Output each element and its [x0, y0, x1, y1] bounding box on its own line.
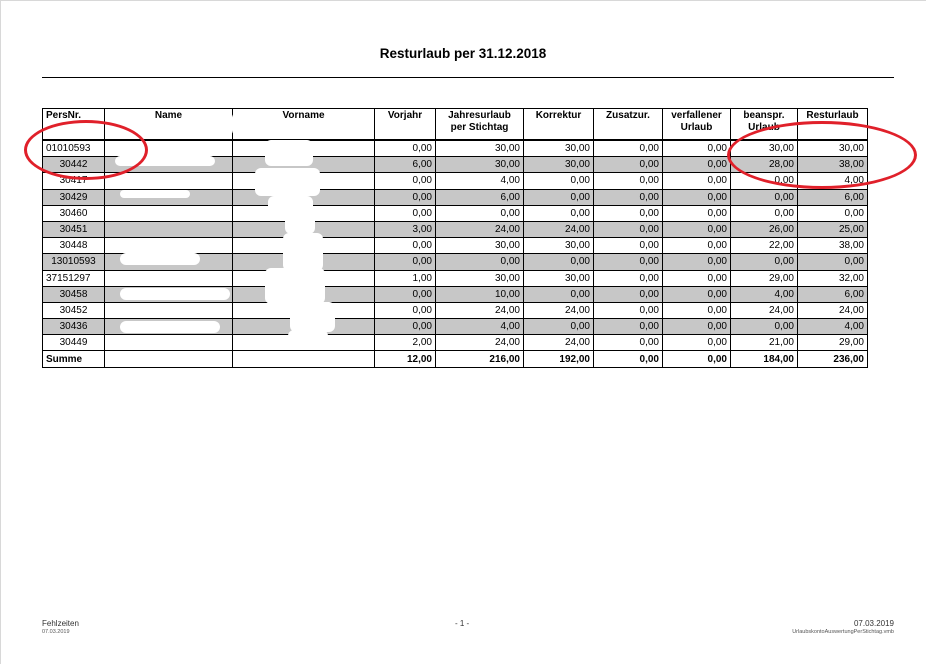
cell-korrektur: 24,00 — [524, 302, 594, 318]
table-row — [43, 335, 868, 351]
redaction-mark — [120, 288, 230, 300]
cell-beanspr: 4,00 — [731, 286, 798, 302]
cell-verfallen: 0,00 — [663, 254, 731, 270]
footer-left-date: 07.03.2019 — [42, 629, 70, 635]
cell-beanspr: 22,00 — [731, 238, 798, 254]
table-row — [43, 173, 868, 189]
cell-vorjahr: 0,00 — [375, 319, 436, 335]
cell-zusatz: 0,00 — [594, 335, 663, 351]
summary-row — [43, 351, 868, 367]
table-row — [43, 270, 868, 286]
cell-jahresurlaub: 0,00 — [436, 254, 524, 270]
cell-persnr: 30460 — [43, 205, 105, 221]
column-header: beanspr. Urlaub — [731, 109, 798, 141]
column-header: Vorname — [233, 109, 375, 141]
cell-beanspr: 0,00 — [731, 254, 798, 270]
redaction-mark — [288, 330, 328, 350]
cell-vorjahr: 0,00 — [375, 254, 436, 270]
cell-zusatz: 0,00 — [594, 319, 663, 335]
cell-beanspr: 29,00 — [731, 270, 798, 286]
cell-beanspr: 24,00 — [731, 302, 798, 318]
cell-jahresurlaub: 10,00 — [436, 286, 524, 302]
summary-label: Summe — [43, 351, 105, 367]
cell-verfallen: 0,00 — [663, 189, 731, 205]
cell-jahresurlaub: 24,00 — [436, 335, 524, 351]
cell-zusatz: 0,00 — [594, 140, 663, 157]
summary-verfallen: 0,00 — [663, 351, 731, 367]
cell-rest: 29,00 — [798, 335, 868, 351]
redaction-mark — [265, 268, 325, 304]
cell-jahresurlaub: 6,00 — [436, 189, 524, 205]
cell-vorjahr: 0,00 — [375, 173, 436, 189]
cell-jahresurlaub: 30,00 — [436, 140, 524, 157]
cell-korrektur: 24,00 — [524, 335, 594, 351]
cell-korrektur: 30,00 — [524, 140, 594, 157]
table-row — [43, 238, 868, 254]
header-rule — [42, 77, 894, 78]
cell-name — [105, 238, 233, 254]
cell-rest: 32,00 — [798, 270, 868, 286]
redaction-mark — [255, 168, 320, 196]
cell-persnr: 30452 — [43, 302, 105, 318]
cell-korrektur: 0,00 — [524, 319, 594, 335]
redaction-mark — [290, 302, 335, 332]
cell-rest: 6,00 — [798, 286, 868, 302]
cell-beanspr: 0,00 — [731, 173, 798, 189]
redaction-mark — [268, 196, 313, 216]
cell-verfallen: 0,00 — [663, 173, 731, 189]
cell-zusatz: 0,00 — [594, 238, 663, 254]
cell-zusatz: 0,00 — [594, 157, 663, 173]
cell-rest: 24,00 — [798, 302, 868, 318]
cell-persnr: 13010593 — [43, 254, 105, 270]
cell-beanspr: 0,00 — [731, 189, 798, 205]
redaction-mark — [232, 112, 270, 136]
cell-jahresurlaub: 24,00 — [436, 302, 524, 318]
summary-empty — [105, 351, 233, 367]
column-header: Name — [105, 109, 233, 141]
redaction-mark — [283, 233, 323, 271]
footer-right-date: 07.03.2019 — [853, 619, 894, 628]
cell-persnr: 30429 — [43, 189, 105, 205]
summary-zusatz: 0,00 — [594, 351, 663, 367]
cell-korrektur: 0,00 — [524, 205, 594, 221]
cell-beanspr: 0,00 — [731, 319, 798, 335]
cell-jahresurlaub: 30,00 — [436, 270, 524, 286]
cell-zusatz: 0,00 — [594, 221, 663, 237]
cell-beanspr: 0,00 — [731, 205, 798, 221]
cell-vorjahr: 0,00 — [375, 238, 436, 254]
cell-verfallen: 0,00 — [663, 319, 731, 335]
column-header: PersNr. — [43, 109, 105, 141]
cell-persnr: 30451 — [43, 221, 105, 237]
cell-name — [105, 270, 233, 286]
cell-korrektur: 0,00 — [524, 173, 594, 189]
cell-verfallen: 0,00 — [663, 140, 731, 157]
cell-zusatz: 0,00 — [594, 173, 663, 189]
redaction-mark — [120, 321, 220, 333]
cell-name — [105, 221, 233, 237]
cell-beanspr: 30,00 — [731, 140, 798, 157]
cell-persnr: 30442 — [43, 157, 105, 173]
cell-verfallen: 0,00 — [663, 286, 731, 302]
cell-zusatz: 0,00 — [594, 286, 663, 302]
cell-jahresurlaub: 30,00 — [436, 238, 524, 254]
cell-persnr: 30417 — [43, 173, 105, 189]
cell-jahresurlaub: 30,00 — [436, 157, 524, 173]
redaction-mark — [285, 214, 315, 234]
cell-verfallen: 0,00 — [663, 157, 731, 173]
cell-rest: 4,00 — [798, 173, 868, 189]
column-header: Vorjahr — [375, 109, 436, 141]
cell-persnr: 30458 — [43, 286, 105, 302]
highlight-circle — [24, 120, 148, 180]
cell-zusatz: 0,00 — [594, 302, 663, 318]
cell-jahresurlaub: 4,00 — [436, 173, 524, 189]
cell-vorjahr: 0,00 — [375, 140, 436, 157]
page-edge — [0, 0, 1, 664]
cell-rest: 6,00 — [798, 189, 868, 205]
cell-vorjahr: 6,00 — [375, 157, 436, 173]
table-row — [43, 221, 868, 237]
cell-persnr: 37151297 — [43, 270, 105, 286]
redaction-mark — [120, 304, 180, 314]
cell-persnr: 01010593 — [43, 140, 105, 157]
cell-beanspr: 28,00 — [731, 157, 798, 173]
column-header: Resturlaub — [798, 109, 868, 141]
cell-rest: 30,00 — [798, 140, 868, 157]
footer-page-number: - 1 - — [455, 619, 470, 628]
cell-zusatz: 0,00 — [594, 254, 663, 270]
redaction-mark — [120, 253, 200, 265]
redaction-mark — [120, 190, 190, 198]
cell-persnr: 30436 — [43, 319, 105, 335]
cell-korrektur: 0,00 — [524, 189, 594, 205]
cell-rest: 4,00 — [798, 319, 868, 335]
cell-korrektur: 30,00 — [524, 270, 594, 286]
cell-vorjahr: 1,00 — [375, 270, 436, 286]
page-edge — [0, 0, 926, 1]
cell-persnr: 30449 — [43, 335, 105, 351]
cell-verfallen: 0,00 — [663, 335, 731, 351]
cell-jahresurlaub: 24,00 — [436, 221, 524, 237]
cell-persnr: 30448 — [43, 238, 105, 254]
cell-rest: 0,00 — [798, 254, 868, 270]
cell-zusatz: 0,00 — [594, 189, 663, 205]
summary-jahresurlaub: 216,00 — [436, 351, 524, 367]
highlight-circle — [727, 121, 917, 189]
cell-name — [105, 335, 233, 351]
cell-name — [105, 205, 233, 221]
summary-empty — [233, 351, 375, 367]
cell-vorjahr: 0,00 — [375, 205, 436, 221]
summary-rest: 236,00 — [798, 351, 868, 367]
cell-vorjahr: 2,00 — [375, 335, 436, 351]
footer-left-title: Fehlzeiten — [42, 619, 79, 628]
cell-zusatz: 0,00 — [594, 205, 663, 221]
cell-verfallen: 0,00 — [663, 205, 731, 221]
cell-verfallen: 0,00 — [663, 238, 731, 254]
table-row — [43, 205, 868, 221]
cell-zusatz: 0,00 — [594, 270, 663, 286]
report-title: Resturlaub per 31.12.2018 — [379, 46, 547, 61]
cell-vorjahr: 0,00 — [375, 189, 436, 205]
column-header: Korrektur — [524, 109, 594, 141]
cell-beanspr: 26,00 — [731, 221, 798, 237]
cell-rest: 38,00 — [798, 157, 868, 173]
cell-verfallen: 0,00 — [663, 302, 731, 318]
cell-jahresurlaub: 0,00 — [436, 205, 524, 221]
cell-beanspr: 21,00 — [731, 335, 798, 351]
summary-beanspr: 184,00 — [731, 351, 798, 367]
summary-korrektur: 192,00 — [524, 351, 594, 367]
cell-vorjahr: 0,00 — [375, 286, 436, 302]
cell-korrektur: 0,00 — [524, 254, 594, 270]
cell-vorjahr: 3,00 — [375, 221, 436, 237]
redaction-mark — [265, 140, 313, 166]
column-header: Jahresurlaub per Stichtag — [436, 109, 524, 141]
cell-vorjahr: 0,00 — [375, 302, 436, 318]
summary-vorjahr: 12,00 — [375, 351, 436, 367]
cell-verfallen: 0,00 — [663, 221, 731, 237]
cell-jahresurlaub: 4,00 — [436, 319, 524, 335]
cell-korrektur: 30,00 — [524, 157, 594, 173]
column-header: Zusatzur. — [594, 109, 663, 141]
column-header: verfallener Urlaub — [663, 109, 731, 141]
cell-rest: 0,00 — [798, 205, 868, 221]
cell-korrektur: 24,00 — [524, 221, 594, 237]
cell-name — [105, 173, 233, 189]
cell-rest: 38,00 — [798, 238, 868, 254]
cell-korrektur: 30,00 — [524, 238, 594, 254]
cell-verfallen: 0,00 — [663, 270, 731, 286]
cell-korrektur: 0,00 — [524, 286, 594, 302]
cell-rest: 25,00 — [798, 221, 868, 237]
footer-file-name: UrlaubskontoAuswertungPerStichtag.vmb — [792, 629, 894, 635]
